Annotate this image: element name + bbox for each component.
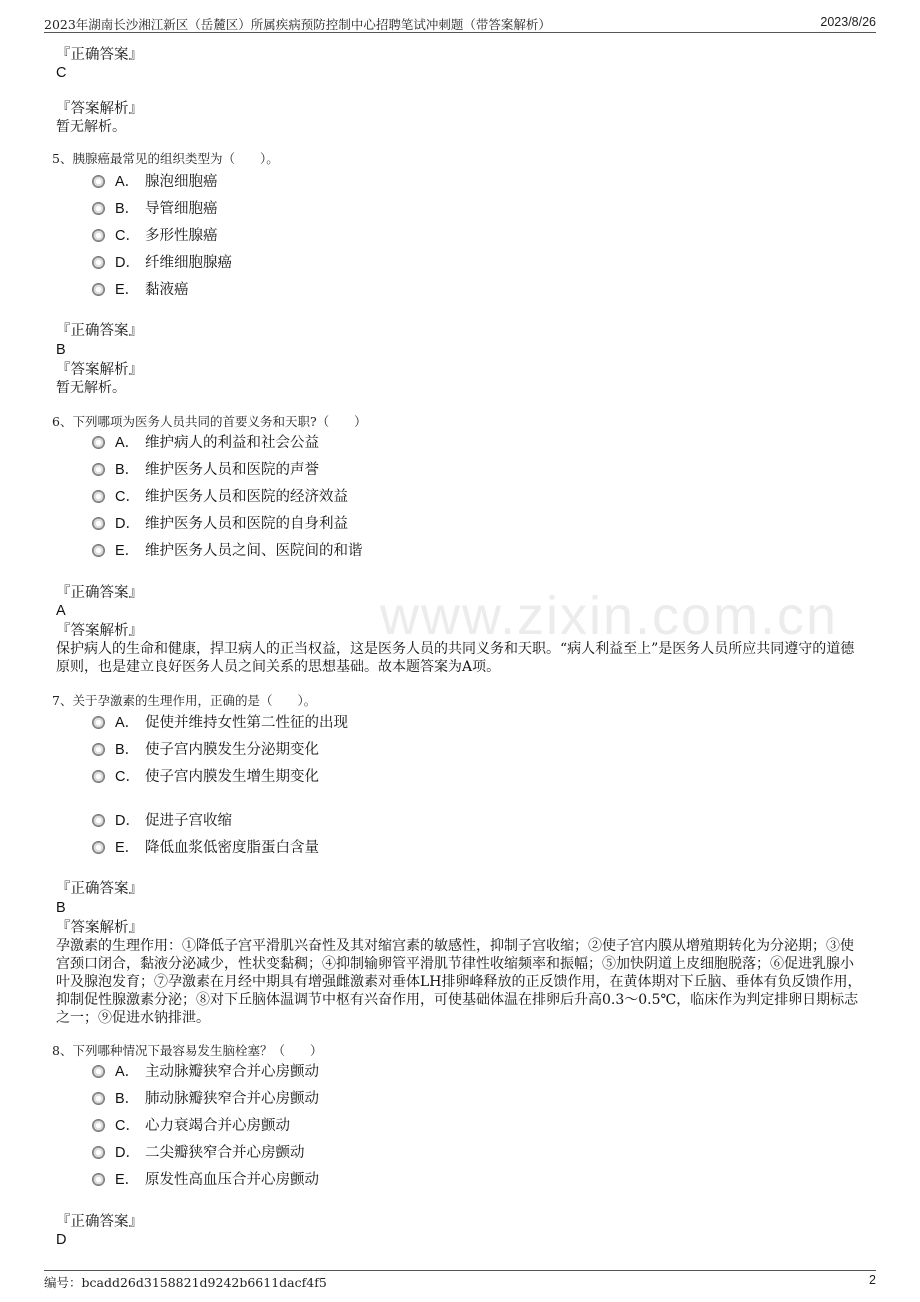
analysis-text: 暂无解析。: [56, 119, 126, 135]
radio-icon[interactable]: [92, 841, 105, 854]
option-e[interactable]: E． 黏液癌: [92, 280, 189, 300]
analysis-text: 孕激素的生理作用：①降低子宫平滑肌兴奋性及其对缩宫素的敏感性，抑制子宫收缩；②使子宫内膜从增殖期转化为分泌期；③使宫颈口闭合，黏液分泌减少，性状变黏稠；④抑制输卵管平滑肌节律性收缩频率和振幅；⑤加快阴道上皮细胞脱落；⑥促进乳腺小叶及腺泡发育；⑦孕激素在月经中期具有增强雌激素对垂体LH排卵峰释放的正反馈作用，在黄体期对下丘脑、垂体有负反馈作用，抑制促性腺激素分泌；⑧对下丘脑体温调节中枢有兴奋作用，可使基础体温在排卵后升高0.3～0.5℃，临床作为判定排卵日期标志之一；⑨促进水钠排泄。: [56, 938, 862, 1026]
radio-icon[interactable]: [92, 544, 105, 557]
answer-value: A: [56, 603, 66, 619]
analysis-text: 暂无解析。: [56, 380, 126, 396]
answer-value: C: [56, 65, 67, 81]
answer-label: 『正确答案』: [56, 47, 143, 63]
option-b[interactable]: B． 导管细胞癌: [92, 199, 218, 219]
option-e[interactable]: E． 原发性高血压合并心房颤动: [92, 1170, 319, 1190]
analysis-label: 『答案解析』: [56, 623, 143, 639]
document-code: 编号：bcadd26d3158821d9242b6611dacf4f5: [44, 1275, 327, 1290]
option-d[interactable]: D． 促进子宫收缩: [92, 811, 232, 831]
analysis-label: 『答案解析』: [56, 920, 143, 936]
radio-icon[interactable]: [92, 436, 105, 449]
radio-icon[interactable]: [92, 463, 105, 476]
option-a[interactable]: A． 促使并维持女性第二性征的出现: [92, 713, 348, 733]
answer-value: B: [56, 900, 66, 916]
answer-value: D: [56, 1232, 67, 1248]
answer-value: B: [56, 342, 66, 358]
document-date: 2023/8/26: [820, 15, 876, 29]
radio-icon[interactable]: [92, 229, 105, 242]
option-d[interactable]: D． 二尖瓣狭窄合并心房颤动: [92, 1143, 305, 1163]
option-c[interactable]: C． 维护医务人员和医院的经济效益: [92, 487, 348, 507]
option-c[interactable]: C． 使子宫内膜发生增生期变化: [92, 767, 319, 787]
option-b[interactable]: B． 肺动脉瓣狭窄合并心房颤动: [92, 1089, 319, 1109]
option-b[interactable]: B． 使子宫内膜发生分泌期变化: [92, 740, 319, 760]
radio-icon[interactable]: [92, 517, 105, 530]
option-c[interactable]: C． 心力衰竭合并心房颤动: [92, 1116, 290, 1136]
option-d[interactable]: D． 维护医务人员和医院的自身利益: [92, 514, 348, 534]
radio-icon[interactable]: [92, 490, 105, 503]
radio-icon[interactable]: [92, 743, 105, 756]
radio-icon[interactable]: [92, 202, 105, 215]
answer-label: 『正确答案』: [56, 881, 143, 897]
radio-icon[interactable]: [92, 1119, 105, 1132]
radio-icon[interactable]: [92, 1065, 105, 1078]
radio-icon[interactable]: [92, 814, 105, 827]
analysis-text: 保护病人的生命和健康，捍卫病人的正当权益，这是医务人员的共同义务和天职。“病人利益至上”是医务人员所应共同遵守的道德原则，也是建立良好医务人员之间关系的思想基础。故本题答案为A项。: [56, 641, 855, 675]
answer-label: 『正确答案』: [56, 323, 143, 339]
option-e[interactable]: E． 维护医务人员之间、医院间的和谐: [92, 541, 363, 561]
watermark-text: www.zixin.com.cn: [380, 586, 839, 646]
radio-icon[interactable]: [92, 283, 105, 296]
radio-icon[interactable]: [92, 716, 105, 729]
option-b[interactable]: B． 维护医务人员和医院的声誉: [92, 460, 319, 480]
option-a[interactable]: A． 主动脉瓣狭窄合并心房颤动: [92, 1062, 319, 1082]
option-c[interactable]: C． 多形性腺癌: [92, 226, 218, 246]
option-e[interactable]: E． 降低血浆低密度脂蛋白含量: [92, 838, 319, 858]
radio-icon[interactable]: [92, 770, 105, 783]
answer-label: 『正确答案』: [56, 585, 143, 601]
radio-icon[interactable]: [92, 1146, 105, 1159]
analysis-label: 『答案解析』: [56, 362, 143, 378]
option-a[interactable]: A． 维护病人的利益和社会公益: [92, 433, 319, 453]
answer-label: 『正确答案』: [56, 1214, 143, 1230]
analysis-label: 『答案解析』: [56, 101, 143, 117]
page-footer: [44, 1270, 876, 1291]
question-stem: 8、下列哪种情况下最容易发生脑栓塞？（ ）: [52, 1043, 323, 1058]
radio-icon[interactable]: [92, 1173, 105, 1186]
radio-icon[interactable]: [92, 1092, 105, 1105]
option-a[interactable]: A． 腺泡细胞癌: [92, 172, 218, 192]
question-stem: 6、下列哪项为医务人员共同的首要义务和天职?（ ）: [52, 414, 367, 429]
radio-icon[interactable]: [92, 256, 105, 269]
question-stem: 7、关于孕激素的生理作用，正确的是（ ）。: [52, 693, 317, 708]
radio-icon[interactable]: [92, 175, 105, 188]
document-title: 2023年湖南长沙湘江新区（岳麓区）所属疾病预防控制中心招聘笔试冲刺题（带答案解析）: [44, 17, 551, 32]
question-stem: 5、胰腺癌最常见的组织类型为（ ）。: [52, 151, 279, 166]
option-d[interactable]: D． 纤维细胞腺癌: [92, 253, 232, 273]
page-number: 2: [869, 1273, 876, 1287]
